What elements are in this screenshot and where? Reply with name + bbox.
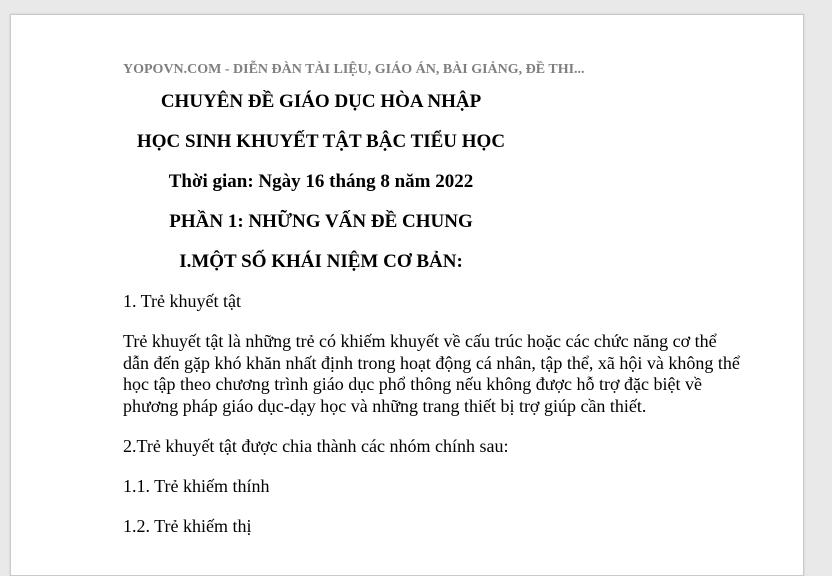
item-2-1: 1.1. Trẻ khiếm thính	[123, 476, 270, 496]
title-line-1: CHUYÊN ĐỀ GIÁO DỤC HÒA NHẬP	[160, 91, 482, 112]
definition-paragraph	[123, 331, 773, 417]
paragraph-line: phương pháp giáo dục-dạy học và những trang thiết bị trợ giúp cần thiết.	[123, 395, 647, 416]
section-heading: I.MỘT SỐ KHÁI NIỆM CƠ BẢN:	[179, 251, 463, 272]
watermark-text: YOPOVN.COM - DIỄN ĐÀN TÀI LIỆU, GIÁO ÁN, BÀI GIẢNG, ĐỀ THI...	[123, 62, 585, 77]
item-2-2: 1.2. Trẻ khiếm thị	[123, 516, 252, 536]
date-line: Thời gian: Ngày 16 tháng 8 năm 2022	[168, 171, 474, 192]
title-line-2: HỌC SINH KHUYẾT TẬT BẬC TIỂU HỌC	[136, 131, 506, 152]
paragraph-line: dẫn đến gặp khó khăn nhất định trong hoạt động cá nhân, tập thể, xã hội và không thể	[123, 352, 740, 373]
part-heading: PHẦN 1: NHỮNG VẤN ĐỀ CHUNG	[169, 211, 473, 232]
paragraph-line: học tập theo chương trình giáo dục phổ thông nếu không được hỗ trợ đặc biệt về	[123, 374, 702, 394]
item-2-heading: 2.Trẻ khuyết tật được chia thành các nhóm chính sau:	[123, 436, 509, 456]
item-1-heading: 1. Trẻ khuyết tật	[123, 291, 242, 311]
document-page	[10, 14, 804, 576]
paragraph-line: Trẻ khuyết tật là những trẻ có khiếm khuyết về cấu trúc hoặc các chức năng cơ thể	[123, 331, 717, 351]
